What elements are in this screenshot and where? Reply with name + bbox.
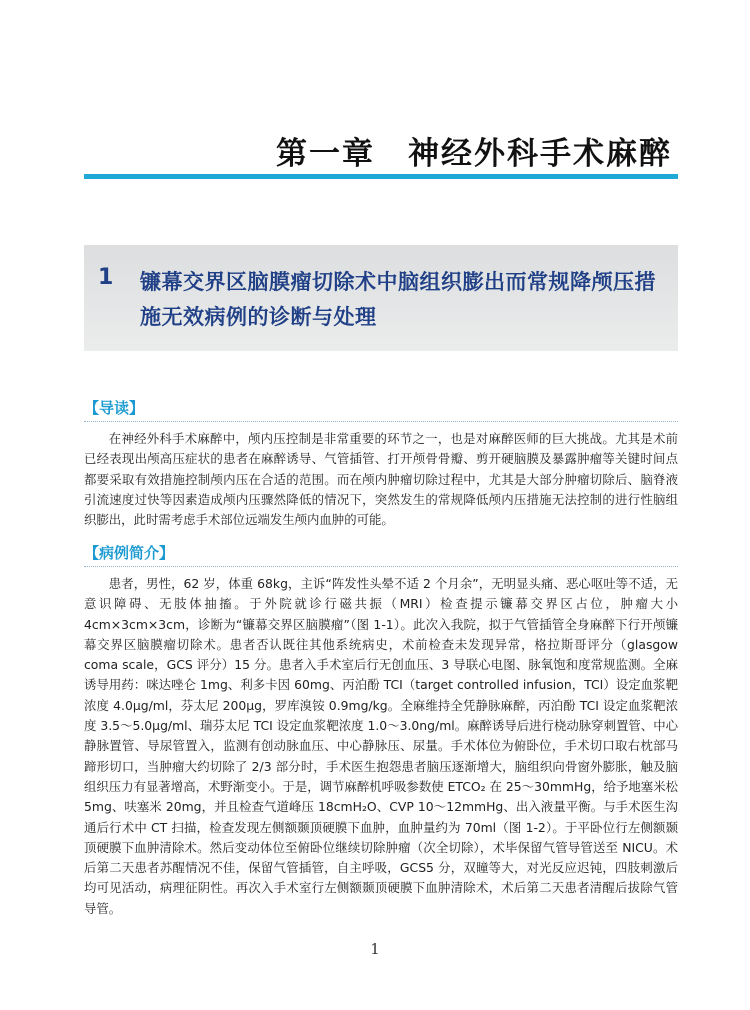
chapter-title: 第一章 神经外科手术麻醉 [276,136,672,172]
section-number: 1 [98,265,114,290]
guide-heading: 【导读】 [84,399,145,417]
case-heading-rule [84,566,678,567]
guide-heading-rule [84,421,678,422]
section-title: 镰幕交界区脑膜瘤切除术中脑组织膨出而常规降颅压措施无效病例的诊断与处理 [140,270,656,329]
case-heading: 【病例简介】 [84,544,175,562]
case-paragraph: 患者，男性，62 岁，体重 68kg，主诉“阵发性头晕不适 2 个月余”，无明显头痛、恶心呕吐等不适，无意识障碍、无肢体抽搐。于外院就诊行磁共振（MRI）检查提示镰幕交界区占位，肿瘤大小 4cm×3cm×3cm，诊断为“镰幕交界区脑膜瘤”（图 1-1）。此次入我院，拟于气管插管全身麻醉下行开颅镰幕交界区脑膜瘤切除术。患者否认既往其他系统病史，术前检查未发现异常，格拉斯哥评分（glasgow coma scale，GCS 评分）15 分。患者入手术室后行无创血压、3 导联心电图、脉氧饱和度常规监测。全麻诱导用药：咪达唑仑 1mg、利多卡因 60mg、丙泊酚 TCI（target controlled infusion，TCI）设定血浆靶浓度 4.0μg/ml，芬太尼 200μg，罗库溴铵 0.9mg/kg。全麻维持全凭静脉麻醉，丙泊酚 TCI 设定血浆靶浓度 3.5～5.0μg/ml、瑞芬太尼 TCI 设定血浆靶浓度 1.0～3.0ng/ml。麻醉诱导后进行桡动脉穿刺置管、中心静脉置管、导尿管置入，监测有创动脉血压、中心静脉压、尿量。手术体位为俯卧位，手术切口取右枕部马蹄形切口，当肿瘤大约切除了 2/3 部分时，手术医生抱怨患者脑压逐渐增大，脑组织向骨窗外膨胀，触及脑组织压力有显著增高，术野渐变小。于是，调节麻醉机呼吸参数使 ETCO₂ 在 25～30mmHg，给予地塞米松 5mg、呋塞米 20mg，并且检查气道峰压 18cmH₂O、CVP 10～12mmHg、出入液量平衡。与手术医生沟通后行术中 CT 扫描，检查发现左侧额颞顶硬膜下血肿，血肿量约为 70ml（图 1-2）。于平卧位行左侧额颞顶硬膜下血肿清除术。然后变动体位至俯卧位继续切除肿瘤（次全切除），术毕保留气管导管送至 NICU。术后第二天患者苏醒情况不佳，保留气管插管，自主呼吸，GCS5 分，双瞳等大，对光反应迟钝，四肢刺激后均可见活动，病理征阴性。再次入手术室行左侧额颞顶硬膜下血肿清除术，术后第二天患者清醒后拔除气管导管。 [84,576,678,916]
guide-paragraph: 在神经外科手术麻醉中，颅内压控制是非常重要的环节之一，也是对麻醉医师的巨大挑战。尤其是术前已经表现出颅高压症状的患者在麻醉诱导、气管插管、打开颅骨骨瓣、剪开硬脑膜及暴露肿瘤等关键时间点都要采取有效措施控制颅内压在合适的范围。而在颅内肿瘤切除过程中，尤其是大部分肿瘤切除后、脑脊液引流速度过快等因素造成颅内压骤然降低的情况下，突然发生的常规降低颅内压措施无法控制的进行性脑组织膨出，此时需考虑手术部位远端发生颅内血肿的可能。 [84,431,678,528]
page-number: 1 [370,940,380,958]
chapter-divider [84,174,678,179]
section-title-box [84,245,678,351]
